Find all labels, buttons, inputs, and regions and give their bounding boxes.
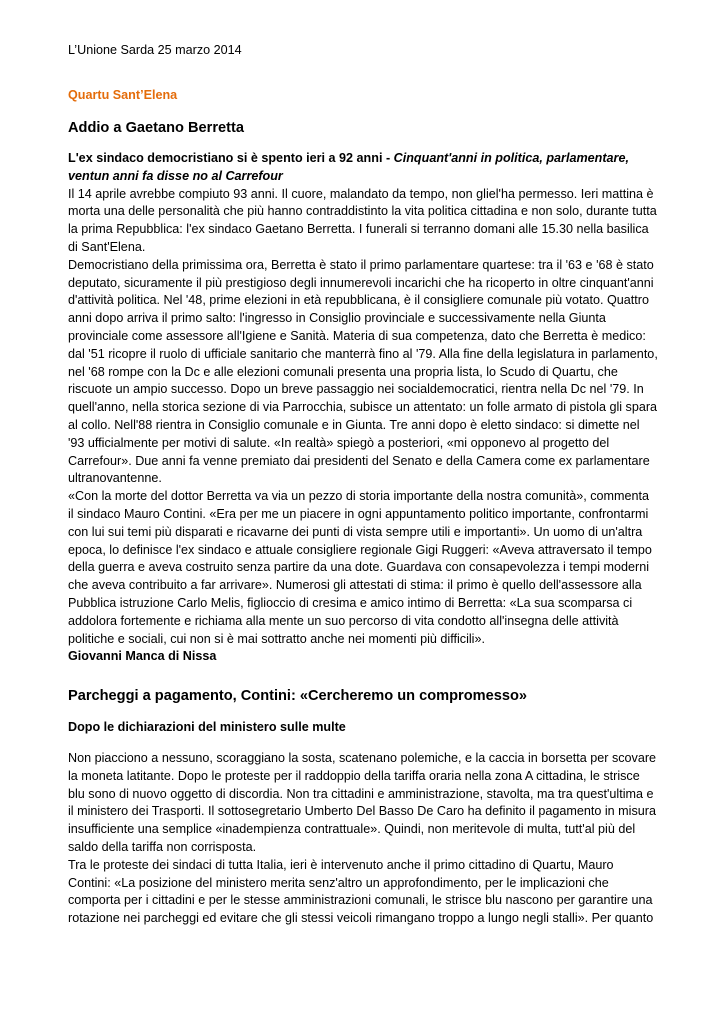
subtitle-lead: L'ex sindaco democristiano si è spento ieri a 92 anni - [68, 151, 394, 165]
article-title: Addio a Gaetano Berretta [68, 120, 244, 136]
article-subtitle: Dopo le dichiarazioni del ministero sulle multe [68, 720, 346, 734]
article-body [68, 750, 658, 928]
paragraph: Tra le proteste dei sindaci di tutta Italia, ieri è intervenuto anche il primo cittadino di Quartu, Mauro Contini: «La posizione del ministero merita senz'altro un approfondimento, per le implicazioni che comporta per i cittadini e per le stesse amministrazioni comunali, le strisce blu nascono per garantire una rotazione nei parcheggi ed evitare che gli stessi veicoli rimangano troppo a lungo negli stalli». Per quanto [68, 857, 654, 926]
section-label: Quartu Sant’Elena [68, 88, 178, 102]
subtitle-italic: Cinquant'anni in politica, parlamentare, ventun anni fa disse no al Carrefour [68, 151, 629, 183]
article-body [68, 150, 658, 666]
paragraph: Il 14 aprile avrebbe compiuto 93 anni. Il cuore, malandato da tempo, non gliel'ha permesso. Ieri mattina è morta una delle personalità che più hanno contraddistinto la vita politica cittadina e non solo, durante tutta la prima Repubblica: l'ex sindaco Gaetano Berretta. I funerali si terranno domani alle 15.30 nella basilica di Sant'Elena. [68, 186, 657, 254]
source-line: L’Unione Sarda 25 marzo 2014 [68, 43, 242, 57]
article-subtitle [68, 150, 658, 186]
paragraph: Non piacciono a nessuno, scoraggiano la sosta, scatenano polemiche, e la caccia in borsetta per scovare la moneta latitante. Dopo le proteste per il raddoppio della tariffa oraria nella zona A cittadina, le strisce blu sono di nuovo oggetto di discordia. Non tra cittadini e amministrazione, stavolta, ma tra quest'ultima e il ministero dei Trasporti. Il sottosegretario Umberto Del Basso De Caro ha definito il pagamento in misura insufficiente una semplice «inadempienza contrattuale». Quindi, non meritevole di multa, tutt'al più del saldo della tariffa non corrisposta. [68, 751, 657, 854]
author-byline: Giovanni Manca di Nissa [68, 649, 217, 664]
paragraph: «Con la morte del dottor Berretta va via un pezzo di storia importante della nostra comunità», commenta il sindaco Mauro Contini. «Era per me un piacere in ogni appuntamento politico importante, confrontarmi con lui sui temi più disparati e ricavarne dei punti di vista sempre utili e importanti». Un uomo di un'altra epoca, lo definisce l'ex sindaco e attuale consigliere regionale Gigi Ruggeri: «Aveva attraversato il tempo della guerra e aveva costruito senza partire da una dote. Guardava con consapevolezza i tempi moderni che aveva contribuito a far arrivare». Numerosi gli attestati di stima: il primo è quello dell'assessore alla Pubblica istruzione Carlo Melis, figlioccio di cresima e amico intimo di Berretta: «La sua scomparsa ci addolora fortemente e richiama alla mente un suo percorso di vita condotto all'insegna delle attività politiche e sociali, cui non si è mai sottratto anche nei momenti più difficili». [68, 489, 652, 646]
paragraph: Democristiano della primissima ora, Berretta è stato il primo parlamentare quartese: tra il '63 e '68 è stato deputato, sicuramente il più prestigioso degli innumerevoli incarichi che ha ricoperto in oltre cinquant'anni d'attività politica. Nel '48, prime elezioni in età repubblicana, è il consigliere comunale più votato. Quattro anni dopo arriva il primo salto: l'ingresso in Consiglio provinciale e successivamente nella Giunta provinciale come assessore all'Igiene e Sanità. Materia di sua competenza, dato che Berretta è medico: dal '51 ricopre il ruolo di ufficiale sanitario che manterrà fino al '79. Alla fine della legislatura in parlamento, nel '68 rompe con la Dc e alle elezioni comunali presenta una propria lista, lo Scudo di Quartu, che riscuote un ampio successo. Dopo un breve passaggio nei socialdemocratici, rientra nella Dc nel '79. In quell'anno, nella storica sezione di via Parrocchia, subisce un attentato: un folle armato di pistola gli spara al collo. Nell'88 rientra in Consiglio comunale e in Giunta. Tre anni dopo è eletto sindaco: si dimette nel '93 ufficialmente per motivi di salute. «In realtà» spiegò a posteriori, «mi opponevo al progetto del Carrefour». Due anni fa venne premiato dai presidenti del Senato e della Camera come ex parlamentare ultranovantenne. [68, 257, 658, 486]
article-title: Parcheggi a pagamento, Contini: «Cercheremo un compromesso» [68, 688, 527, 704]
